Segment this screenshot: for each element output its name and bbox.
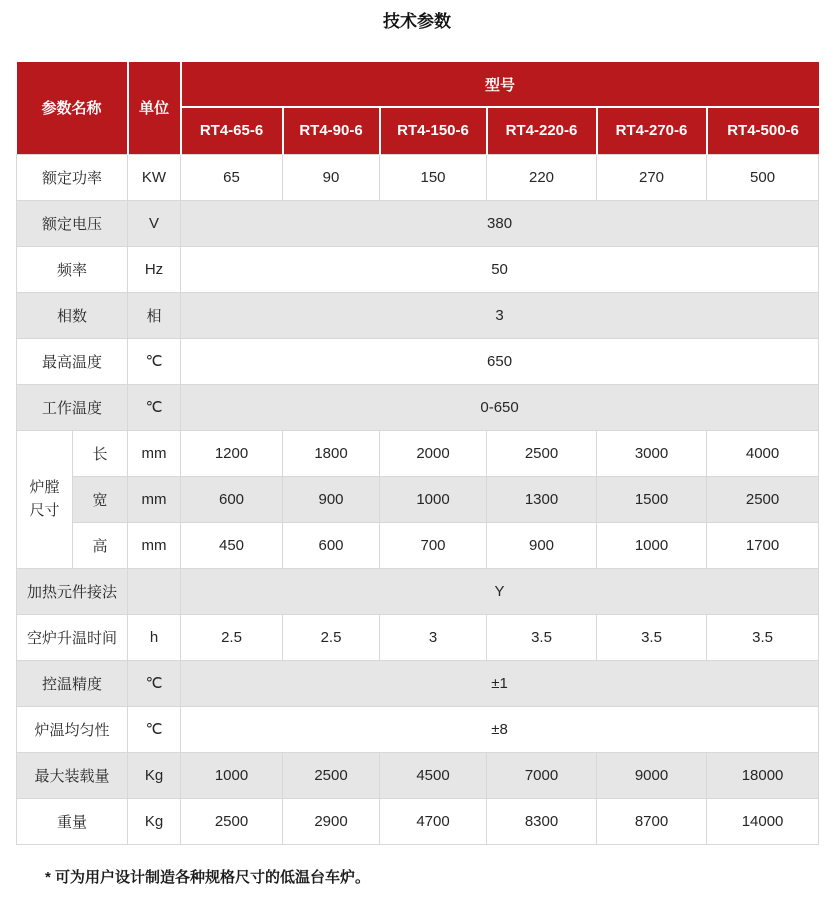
value-cell: 270 [597, 154, 707, 200]
unit-cell: ℃ [128, 384, 181, 430]
value-cell: 2500 [181, 798, 283, 844]
value-cell: 900 [283, 476, 380, 522]
table-row-max-load [17, 752, 819, 798]
merged-value-cell: 0-650 [181, 384, 819, 430]
table-row-chamber-width [17, 476, 819, 522]
param-label: 相数 [17, 292, 128, 338]
merged-value-cell: 50 [181, 246, 819, 292]
table-row-frequency [17, 246, 819, 292]
table-row-temp-control-accuracy [17, 660, 819, 706]
param-label: 工作温度 [17, 384, 128, 430]
unit-cell: mm [128, 522, 181, 568]
merged-value-cell: 380 [181, 200, 819, 246]
footnote: * 可为用户设计制造各种规格尺寸的低温台车炉。 [45, 869, 371, 886]
merged-value-cell: Y [181, 568, 819, 614]
value-cell: 1000 [181, 752, 283, 798]
value-cell: 65 [181, 154, 283, 200]
table-row-weight [17, 798, 819, 844]
value-cell: 14000 [707, 798, 819, 844]
unit-cell: ℃ [128, 660, 181, 706]
value-cell: 4700 [380, 798, 487, 844]
value-cell: 2.5 [181, 614, 283, 660]
value-cell: 18000 [707, 752, 819, 798]
value-cell: 1000 [380, 476, 487, 522]
value-cell: 600 [283, 522, 380, 568]
header-model-group: 型号 [181, 62, 819, 107]
table-row-temp-uniformity [17, 706, 819, 752]
unit-cell: h [128, 614, 181, 660]
table-row-max-temperature [17, 338, 819, 384]
page-title: 技术参数 [383, 12, 451, 31]
unit-cell: 相 [128, 292, 181, 338]
param-label: 控温精度 [17, 660, 128, 706]
value-cell: 900 [487, 522, 597, 568]
value-cell: 2900 [283, 798, 380, 844]
value-cell: 1700 [707, 522, 819, 568]
value-cell: 1300 [487, 476, 597, 522]
param-sublabel: 长 [73, 430, 128, 476]
value-cell: 7000 [487, 752, 597, 798]
value-cell: 2000 [380, 430, 487, 476]
unit-cell: KW [128, 154, 181, 200]
unit-cell: mm [128, 476, 181, 522]
header-model-0: RT4-65-6 [181, 107, 283, 154]
unit-cell: Kg [128, 752, 181, 798]
value-cell: 90 [283, 154, 380, 200]
merged-value-cell: 650 [181, 338, 819, 384]
value-cell: 8700 [597, 798, 707, 844]
value-cell: 220 [487, 154, 597, 200]
param-label: 炉温均匀性 [17, 706, 128, 752]
table-row-working-temperature [17, 384, 819, 430]
table-row-chamber-height [17, 522, 819, 568]
value-cell: 2500 [707, 476, 819, 522]
param-label: 加热元件接法 [17, 568, 128, 614]
param-label: 最大装载量 [17, 752, 128, 798]
unit-cell [128, 568, 181, 614]
value-cell: 1000 [597, 522, 707, 568]
param-label: 空炉升温时间 [17, 614, 128, 660]
merged-value-cell: ±1 [181, 660, 819, 706]
spec-table [16, 62, 819, 845]
param-group-label [17, 430, 73, 568]
unit-cell: ℃ [128, 706, 181, 752]
table-row-chamber-length [17, 430, 819, 476]
value-cell: 700 [380, 522, 487, 568]
param-label: 额定电压 [17, 200, 128, 246]
value-cell: 2.5 [283, 614, 380, 660]
value-cell: 450 [181, 522, 283, 568]
table-row-heating-element-connection [17, 568, 819, 614]
table-header [17, 62, 819, 154]
value-cell: 1500 [597, 476, 707, 522]
value-cell: 1800 [283, 430, 380, 476]
param-label: 额定功率 [17, 154, 128, 200]
value-cell: 600 [181, 476, 283, 522]
param-sublabel: 宽 [73, 476, 128, 522]
header-row-group [17, 62, 819, 107]
value-cell: 500 [707, 154, 819, 200]
table-row-rated-voltage [17, 200, 819, 246]
table-row-rated-power [17, 154, 819, 200]
value-cell: 3 [380, 614, 487, 660]
value-cell: 2500 [487, 430, 597, 476]
value-cell: 4500 [380, 752, 487, 798]
value-cell: 3.5 [487, 614, 597, 660]
merged-value-cell: ±8 [181, 706, 819, 752]
unit-cell: ℃ [128, 338, 181, 384]
value-cell: 8300 [487, 798, 597, 844]
table-body [17, 154, 819, 844]
value-cell: 2500 [283, 752, 380, 798]
param-label: 最高温度 [17, 338, 128, 384]
unit-cell: Kg [128, 798, 181, 844]
value-cell: 3000 [597, 430, 707, 476]
header-model-3: RT4-220-6 [487, 107, 597, 154]
header-model-5: RT4-500-6 [707, 107, 819, 154]
header-model-4: RT4-270-6 [597, 107, 707, 154]
value-cell: 9000 [597, 752, 707, 798]
param-sublabel: 高 [73, 522, 128, 568]
value-cell: 150 [380, 154, 487, 200]
header-param-name: 参数名称 [17, 62, 128, 154]
header-model-1: RT4-90-6 [283, 107, 380, 154]
header-model-2: RT4-150-6 [380, 107, 487, 154]
group-label-text: 炉膛尺寸 [29, 478, 60, 519]
unit-cell: Hz [128, 246, 181, 292]
table-row-phases [17, 292, 819, 338]
unit-cell: V [128, 200, 181, 246]
value-cell: 1200 [181, 430, 283, 476]
table-row-empty-heatup-time [17, 614, 819, 660]
value-cell: 3.5 [707, 614, 819, 660]
merged-value-cell: 3 [181, 292, 819, 338]
param-label: 频率 [17, 246, 128, 292]
value-cell: 4000 [707, 430, 819, 476]
unit-cell: mm [128, 430, 181, 476]
param-label: 重量 [17, 798, 128, 844]
header-unit: 单位 [128, 62, 181, 154]
value-cell: 3.5 [597, 614, 707, 660]
